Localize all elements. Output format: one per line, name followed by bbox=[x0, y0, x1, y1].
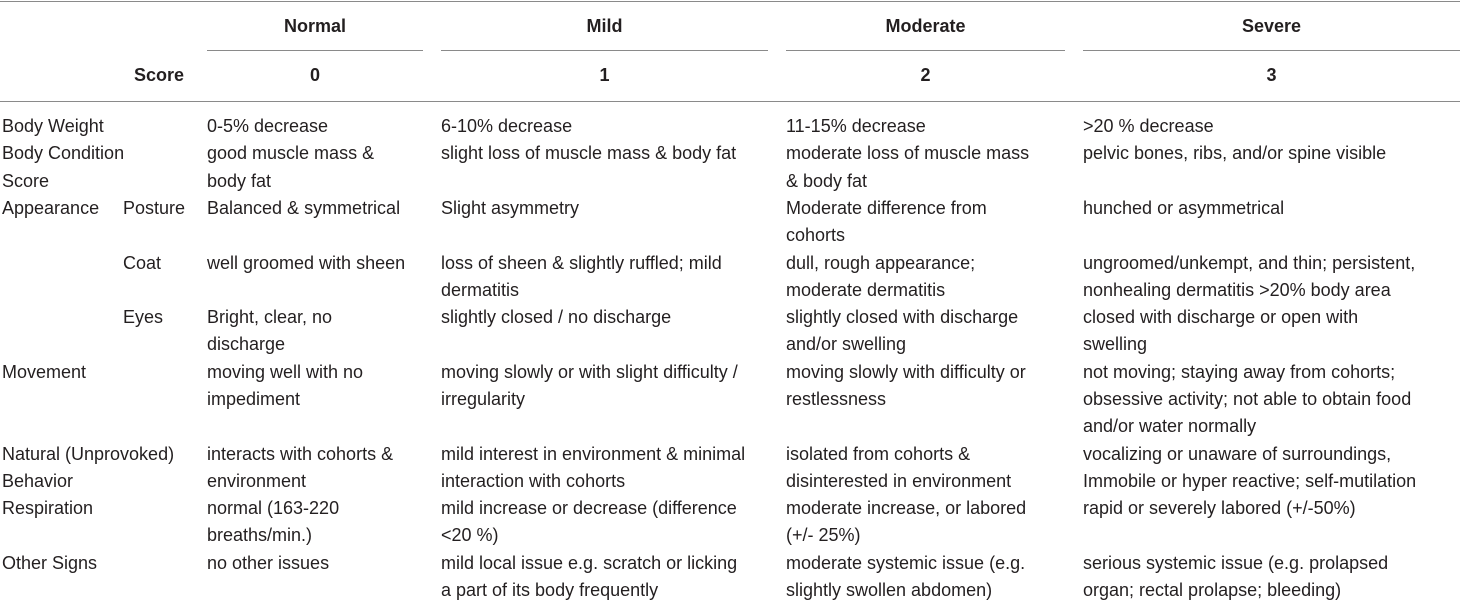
cell-normal-line: 0-5% decrease bbox=[207, 116, 329, 136]
cell-moderate-line: slightly closed with discharge bbox=[786, 307, 1019, 328]
cell-moderate-line: (+/- 25%) bbox=[786, 525, 861, 546]
cell-normal bbox=[207, 441, 393, 496]
cell-normal bbox=[207, 550, 329, 577]
cell-mild bbox=[441, 495, 737, 550]
header-level-severe: Severe bbox=[1241, 16, 1302, 36]
cell-normal-line: discharge bbox=[207, 334, 286, 355]
cell-mild-line: slight loss of muscle mass & body fat bbox=[441, 143, 737, 164]
row-label-line: Other Signs bbox=[2, 552, 98, 573]
cell-mild-line: irregularity bbox=[441, 388, 526, 409]
cell-mild-line: 6-10% decrease bbox=[441, 116, 573, 136]
cell-mild-line: mild interest in environment & minimal bbox=[441, 443, 746, 464]
cell-normal-line: good muscle mass & bbox=[207, 143, 375, 164]
cell-severe-line: nonhealing dermatitis >20% body area bbox=[1083, 279, 1391, 300]
cell-severe bbox=[1083, 250, 1415, 305]
row-label-line: Movement bbox=[2, 361, 87, 382]
cell-mild-line: mild local issue e.g. scratch or licking bbox=[441, 552, 738, 573]
cell-normal-line: moving well with no bbox=[207, 361, 364, 382]
cell-severe bbox=[1083, 441, 1416, 496]
row-sublabel bbox=[123, 250, 161, 277]
row-sublabel-line: Posture bbox=[123, 197, 186, 218]
header-underline-severe bbox=[1083, 50, 1460, 51]
cell-normal-line: breaths/min.) bbox=[207, 525, 313, 546]
cell-moderate-line: 11-15% decrease bbox=[786, 116, 926, 136]
cell-normal bbox=[207, 250, 405, 277]
cell-severe-line: hunched or asymmetrical bbox=[1083, 197, 1285, 218]
header-score-3: 3 bbox=[1266, 65, 1277, 85]
cell-severe bbox=[1083, 359, 1411, 441]
top-rule bbox=[0, 1, 1460, 2]
cell-severe-line: ungroomed/unkempt, and thin; persistent, bbox=[1083, 252, 1416, 273]
row-label-line: Respiration bbox=[2, 498, 94, 519]
header-level-normal: Normal bbox=[283, 16, 346, 36]
cell-moderate-line: dull, rough appearance; bbox=[786, 252, 976, 273]
cell-moderate-line: moderate loss of muscle mass bbox=[786, 143, 1030, 164]
cell-mild-line: slightly closed / no discharge bbox=[441, 307, 672, 328]
cell-normal bbox=[207, 140, 374, 195]
cell-moderate-line: restlessness bbox=[786, 388, 887, 409]
cell-moderate bbox=[786, 495, 1026, 550]
cell-moderate-line: isolated from cohorts & bbox=[786, 443, 971, 464]
row-label-line: Natural (Unprovoked) bbox=[2, 443, 175, 464]
row-label bbox=[2, 495, 93, 522]
header-score-0: 0 bbox=[309, 65, 320, 85]
row-label bbox=[2, 140, 124, 195]
cell-moderate bbox=[786, 550, 1025, 605]
cell-moderate bbox=[786, 250, 975, 305]
cell-mild-line: Slight asymmetry bbox=[441, 197, 580, 218]
cell-severe bbox=[1083, 495, 1356, 522]
cell-severe-line: >20 % decrease bbox=[1083, 116, 1214, 136]
cell-moderate-line: Moderate difference from bbox=[786, 197, 987, 218]
cell-mild bbox=[441, 304, 671, 331]
header-level-moderate: Moderate bbox=[885, 16, 966, 36]
header-score-label: Score bbox=[133, 65, 184, 85]
cell-mild bbox=[441, 195, 579, 222]
cell-normal bbox=[207, 195, 400, 222]
cell-normal bbox=[207, 495, 339, 550]
cell-normal-line: environment bbox=[207, 470, 307, 491]
cell-severe-line: not moving; staying away from cohorts; bbox=[1083, 361, 1396, 382]
header-score-2: 2 bbox=[920, 65, 931, 85]
cell-mild bbox=[441, 113, 572, 140]
cell-severe-line: rapid or severely labored (+/-50%) bbox=[1083, 498, 1356, 519]
cell-normal-line: normal (163-220 bbox=[207, 498, 340, 519]
cell-severe-line: obsessive activity; not able to obtain food bbox=[1083, 388, 1412, 409]
cell-mild-line: dermatitis bbox=[441, 279, 520, 300]
cell-mild bbox=[441, 140, 736, 167]
cell-severe bbox=[1083, 113, 1214, 140]
cell-severe bbox=[1083, 304, 1358, 359]
cell-mild-line: interaction with cohorts bbox=[441, 470, 626, 491]
cell-severe-line: and/or water normally bbox=[1083, 416, 1257, 437]
cell-moderate-line: moderate increase, or labored bbox=[786, 498, 1027, 519]
cell-severe-line: serious systemic issue (e.g. prolapsed bbox=[1083, 552, 1389, 573]
row-label bbox=[2, 550, 97, 577]
row-label bbox=[2, 195, 99, 222]
cell-mild-line: <20 %) bbox=[441, 525, 499, 546]
cell-mild bbox=[441, 359, 738, 414]
cell-normal-line: well groomed with sheen bbox=[207, 252, 406, 273]
row-sublabel-line: Eyes bbox=[123, 307, 164, 328]
cell-moderate bbox=[786, 140, 1029, 195]
cell-moderate bbox=[786, 195, 987, 250]
cell-normal-line: Bright, clear, no bbox=[207, 307, 333, 328]
cell-severe-line: swelling bbox=[1083, 334, 1148, 355]
cell-mild-line: moving slowly or with slight difficulty / bbox=[441, 361, 738, 382]
cell-normal bbox=[207, 359, 363, 414]
header-score-1: 1 bbox=[599, 65, 610, 85]
cell-mild-line: mild increase or decrease (difference bbox=[441, 498, 737, 519]
cell-moderate-line: cohorts bbox=[786, 225, 846, 246]
cell-mild bbox=[441, 250, 722, 305]
cell-moderate bbox=[786, 304, 1018, 359]
cell-mild bbox=[441, 441, 745, 496]
row-sublabel bbox=[123, 195, 185, 222]
header-underline-mild bbox=[441, 50, 768, 51]
row-sublabel-line: Coat bbox=[123, 252, 162, 273]
cell-moderate bbox=[786, 441, 1011, 496]
cell-normal-line: impediment bbox=[207, 388, 301, 409]
cell-moderate-line: disinterested in environment bbox=[786, 470, 1012, 491]
row-label-line: Appearance bbox=[2, 197, 100, 218]
row-label-line: Body Condition bbox=[2, 143, 125, 164]
cell-moderate-line: moderate systemic issue (e.g. bbox=[786, 552, 1026, 573]
row-label bbox=[2, 113, 104, 140]
row-sublabel bbox=[123, 304, 163, 331]
cell-normal bbox=[207, 113, 328, 140]
cell-mild bbox=[441, 550, 737, 605]
cell-normal-line: interacts with cohorts & bbox=[207, 443, 394, 464]
cell-mild-line: loss of sheen & slightly ruffled; mild bbox=[441, 252, 722, 273]
cell-severe-line: organ; rectal prolapse; bleeding) bbox=[1083, 580, 1342, 601]
row-label bbox=[2, 441, 174, 496]
cell-moderate-line: moving slowly with difficulty or bbox=[786, 361, 1026, 382]
cell-moderate-line: moderate dermatitis bbox=[786, 279, 946, 300]
cell-severe bbox=[1083, 550, 1388, 605]
row-label bbox=[2, 359, 86, 386]
cell-moderate bbox=[786, 113, 926, 140]
cell-severe-line: Immobile or hyper reactive; self-mutilation bbox=[1083, 470, 1417, 491]
cell-normal bbox=[207, 304, 332, 359]
row-label-line: Behavior bbox=[2, 470, 74, 491]
cell-normal-line: Balanced & symmetrical bbox=[207, 197, 401, 218]
cell-moderate-line: and/or swelling bbox=[786, 334, 907, 355]
cell-normal-line: no other issues bbox=[207, 552, 330, 573]
row-label-line: Score bbox=[2, 170, 50, 191]
header-level-mild: Mild bbox=[586, 16, 623, 36]
cell-moderate-line: & body fat bbox=[786, 170, 868, 191]
cell-severe-line: vocalizing or unaware of surroundings, bbox=[1083, 443, 1392, 464]
header-underline-normal bbox=[207, 50, 423, 51]
cell-severe bbox=[1083, 195, 1284, 222]
header-underline-moderate bbox=[786, 50, 1065, 51]
cell-moderate-line: slightly swollen abdomen) bbox=[786, 580, 993, 601]
cell-mild-line: a part of its body frequently bbox=[441, 580, 659, 601]
cell-normal-line: body fat bbox=[207, 170, 272, 191]
cell-moderate bbox=[786, 359, 1026, 414]
row-label-line: Body Weight bbox=[2, 116, 104, 136]
cell-severe-line: closed with discharge or open with bbox=[1083, 307, 1359, 328]
header-bottom-rule bbox=[0, 101, 1460, 102]
cell-severe-line: pelvic bones, ribs, and/or spine visible bbox=[1083, 143, 1387, 164]
cell-severe bbox=[1083, 140, 1386, 167]
